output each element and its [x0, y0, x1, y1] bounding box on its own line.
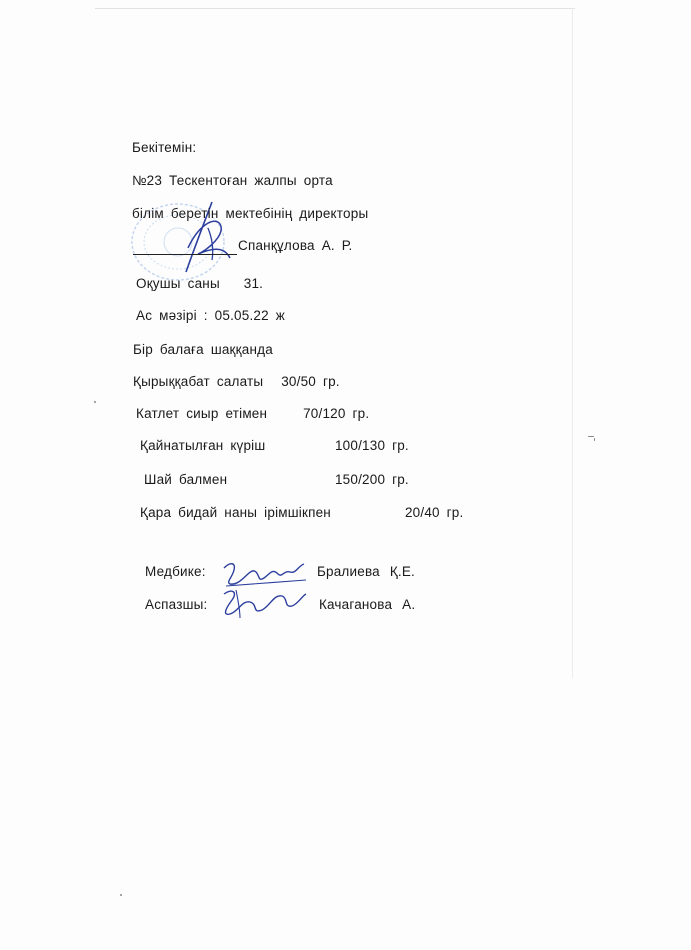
- scan-speck: [94, 401, 96, 403]
- menu-label: Ас мәзірі :: [136, 308, 208, 323]
- scan-speck: [594, 438, 595, 441]
- signatory-role: Аспазшы:: [145, 597, 208, 612]
- signatory-row: [145, 564, 415, 580]
- scan-speck: [120, 894, 122, 896]
- menu-item: [140, 438, 409, 454]
- menu-item-portion: 100/130 гр.: [334, 438, 409, 453]
- per-child-heading: Бір балаға шаққанда: [133, 342, 273, 357]
- menu-item-portion: 30/50 гр.: [281, 374, 340, 389]
- school-line-2: білім беретін мектебінің директоры: [132, 206, 369, 221]
- approval-heading: Бекітемін:: [132, 140, 197, 155]
- students-count-row: [136, 276, 263, 292]
- director-signature-line: [133, 254, 237, 255]
- school-line-1: №23 Тескентоған жалпы орта: [132, 173, 333, 188]
- menu-item: [144, 472, 409, 488]
- menu-item-portion: 20/40 гр.: [404, 505, 464, 520]
- signatory-name: Бралиева Қ.Е.: [316, 564, 416, 579]
- signatory-name: Качаганова А.: [318, 597, 416, 612]
- menu-date-row: [136, 308, 285, 324]
- signatory-role: Медбике:: [145, 564, 206, 579]
- menu-item-portion: 150/200 гр.: [334, 472, 409, 487]
- menu-item: [133, 374, 340, 390]
- menu-item-name: Қайнатылған күріш: [140, 438, 266, 453]
- menu-item: [136, 406, 369, 422]
- students-value: 31.: [243, 276, 264, 291]
- menu-item-portion: 70/120 гр.: [303, 406, 370, 421]
- menu-date: 05.05.22 ж: [214, 308, 285, 323]
- director-name: Спанқұлова А. Р.: [238, 238, 353, 253]
- scan-page-edge-right: [572, 8, 573, 678]
- menu-item-name: Катлет сиыр етімен: [136, 406, 268, 421]
- menu-item-name: Қырыққабат салаты: [133, 374, 264, 389]
- scan-speck: [588, 436, 594, 437]
- menu-item-name: Шай балмен: [144, 472, 228, 487]
- menu-item-name: Қара бидай наны ірімшікпен: [140, 505, 331, 520]
- menu-item: [140, 505, 463, 521]
- scan-page-edge: [95, 8, 575, 9]
- students-label: Оқушы саны: [136, 276, 220, 291]
- signatory-row: [145, 597, 415, 613]
